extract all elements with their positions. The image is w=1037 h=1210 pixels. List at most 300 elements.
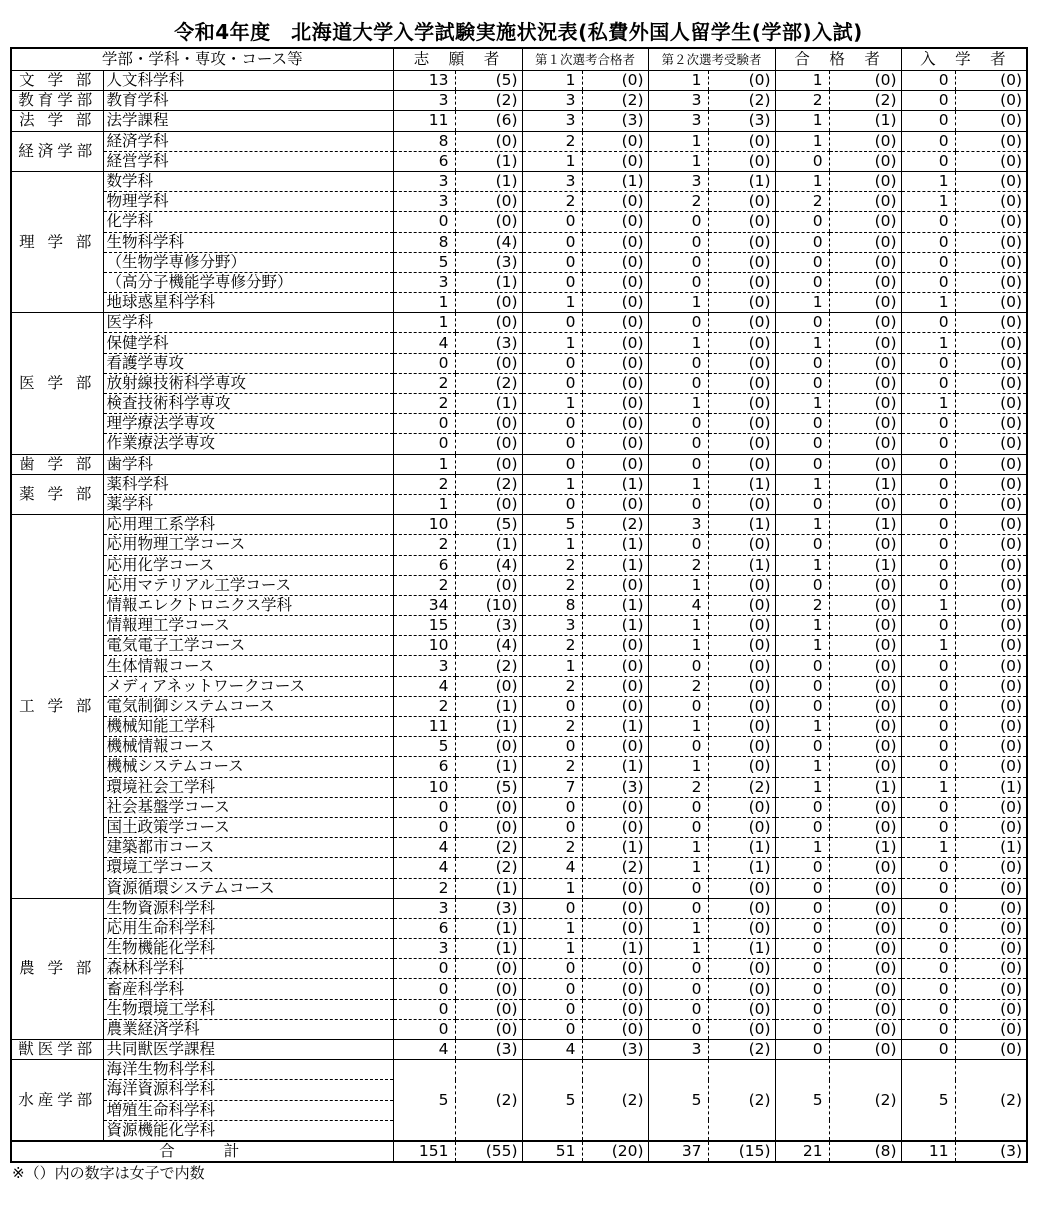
female-count-cell: (0): [708, 535, 775, 555]
table-row: [11, 313, 1027, 333]
count-cell: 0: [522, 353, 582, 373]
count-cell: 1: [648, 131, 708, 151]
count-cell: 1: [393, 494, 455, 514]
female-count-cell: (1): [455, 696, 522, 716]
female-count-cell: (4): [455, 636, 522, 656]
count-cell: 0: [522, 696, 582, 716]
header-enrolled: 入 学 者: [901, 48, 1027, 71]
count-cell: 2: [393, 394, 455, 414]
female-count-cell: (0): [455, 676, 522, 696]
count-cell: 8: [393, 232, 455, 252]
female-count-cell: (0): [708, 192, 775, 212]
count-cell: 10: [393, 777, 455, 797]
count-cell: 0: [901, 232, 955, 252]
count-cell: 0: [901, 757, 955, 777]
count-cell: 3: [393, 939, 455, 959]
dept-name: 環境工学コース: [103, 858, 393, 878]
dept-name: 放射線技術科学専攻: [103, 373, 393, 393]
count-cell: 0: [901, 959, 955, 979]
count-cell: 2: [393, 696, 455, 716]
dept-name: 社会基盤学コース: [103, 797, 393, 817]
female-count-cell: (0): [955, 373, 1027, 393]
count-cell: 5: [648, 1060, 708, 1141]
female-count-cell: (0): [955, 434, 1027, 454]
dept-name: 建築都市コース: [103, 838, 393, 858]
count-cell: 0: [393, 1019, 455, 1039]
female-count-cell: (0): [708, 313, 775, 333]
female-count-cell: (0): [955, 979, 1027, 999]
female-count-cell: (1): [455, 939, 522, 959]
header-passed: 合 格 者: [775, 48, 901, 71]
female-count-cell: (5): [455, 515, 522, 535]
female-count-cell: (0): [829, 575, 901, 595]
female-count-cell: (5): [455, 777, 522, 797]
count-cell: 5: [393, 252, 455, 272]
count-cell: 3: [393, 898, 455, 918]
count-cell: 1: [648, 616, 708, 636]
table-row: [11, 474, 1027, 494]
count-cell: 0: [393, 434, 455, 454]
female-count-cell: (0): [582, 212, 648, 232]
table-row: [11, 696, 1027, 716]
female-count-cell: (0): [829, 1040, 901, 1060]
female-count-cell: (0): [708, 737, 775, 757]
count-cell: 1: [901, 192, 955, 212]
female-count-cell: (1): [455, 535, 522, 555]
female-count-cell: (0): [708, 71, 775, 91]
count-cell: 3: [522, 91, 582, 111]
count-cell: 1: [522, 474, 582, 494]
female-count-cell: (6): [455, 111, 522, 131]
count-cell: 0: [901, 696, 955, 716]
female-count-cell: (0): [582, 131, 648, 151]
female-count-cell: (0): [455, 494, 522, 514]
count-cell: 0: [648, 434, 708, 454]
female-count-cell: (0): [955, 171, 1027, 191]
female-count-cell: (0): [955, 959, 1027, 979]
dept-name: 法学課程: [103, 111, 393, 131]
count-cell: 1: [393, 313, 455, 333]
count-cell: 0: [775, 232, 829, 252]
dept-name: 地球惑星科学科: [103, 293, 393, 313]
count-cell: 3: [648, 111, 708, 131]
faculty-name: 教育学部: [11, 91, 103, 111]
count-cell: 0: [648, 313, 708, 333]
female-count-cell: (0): [708, 717, 775, 737]
count-cell: 4: [393, 1040, 455, 1060]
count-cell: 0: [393, 414, 455, 434]
female-count-cell: (0): [955, 918, 1027, 938]
female-count-cell: (0): [829, 636, 901, 656]
female-count-cell: (0): [955, 494, 1027, 514]
female-count-cell: (0): [708, 575, 775, 595]
female-count-cell: (0): [829, 171, 901, 191]
female-count-cell: (4): [455, 555, 522, 575]
count-cell: 2: [775, 595, 829, 615]
dept-name: 物理学科: [103, 192, 393, 212]
count-cell: 1: [901, 636, 955, 656]
count-cell: 4: [522, 858, 582, 878]
count-cell: 2: [522, 555, 582, 575]
table-row: [11, 757, 1027, 777]
total-count-cell: 11: [901, 1141, 955, 1162]
female-count-cell: (0): [582, 394, 648, 414]
female-count-cell: (0): [455, 414, 522, 434]
count-cell: 0: [775, 999, 829, 1019]
female-count-cell: (1): [708, 171, 775, 191]
female-count-cell: (0): [582, 293, 648, 313]
dept-name: 保健学科: [103, 333, 393, 353]
footnote: ※（）内の数字は女子で内数: [12, 1164, 205, 1182]
count-cell: 0: [522, 979, 582, 999]
table-row: [11, 999, 1027, 1019]
female-count-cell: (0): [708, 272, 775, 292]
female-count-cell: (0): [955, 999, 1027, 1019]
female-count-cell: (1): [708, 474, 775, 494]
count-cell: 0: [901, 272, 955, 292]
count-cell: 0: [648, 252, 708, 272]
count-cell: 2: [522, 676, 582, 696]
female-count-cell: (0): [708, 333, 775, 353]
table-row: [11, 454, 1027, 474]
count-cell: 2: [522, 636, 582, 656]
count-cell: 0: [775, 434, 829, 454]
female-count-cell: (0): [955, 353, 1027, 373]
count-cell: 2: [393, 878, 455, 898]
count-cell: 1: [522, 656, 582, 676]
female-count-cell: (0): [708, 918, 775, 938]
female-count-cell: (1): [955, 777, 1027, 797]
female-count-cell: (0): [829, 212, 901, 232]
female-count-cell: (0): [582, 434, 648, 454]
female-count-cell: (3): [582, 777, 648, 797]
female-count-cell: (3): [582, 111, 648, 131]
faculty-name: 経済学部: [11, 131, 103, 171]
female-count-cell: (0): [955, 131, 1027, 151]
count-cell: 3: [522, 171, 582, 191]
count-cell: 0: [901, 575, 955, 595]
female-count-cell: (0): [955, 91, 1027, 111]
count-cell: 3: [393, 656, 455, 676]
female-count-cell: (1): [582, 939, 648, 959]
female-count-cell: (0): [582, 414, 648, 434]
female-count-cell: (0): [829, 757, 901, 777]
count-cell: 2: [393, 535, 455, 555]
female-count-cell: (1): [455, 171, 522, 191]
female-count-cell: (0): [829, 817, 901, 837]
table-row: [11, 414, 1027, 434]
female-count-cell: (0): [955, 555, 1027, 575]
dept-name: 応用生命科学科: [103, 918, 393, 938]
female-count-cell: (2): [455, 838, 522, 858]
dept-name: 国土政策学コース: [103, 817, 393, 837]
count-cell: 0: [775, 898, 829, 918]
female-count-cell: (0): [829, 252, 901, 272]
dept-name: 人文科学科: [103, 71, 393, 91]
total-count-cell: 151: [393, 1141, 455, 1162]
female-count-cell: (0): [708, 616, 775, 636]
table-row: [11, 535, 1027, 555]
count-cell: 4: [522, 1040, 582, 1060]
faculty-name: 農 学 部: [11, 898, 103, 1039]
table-row: [11, 959, 1027, 979]
count-cell: 0: [648, 454, 708, 474]
count-cell: 0: [648, 272, 708, 292]
count-cell: 1: [648, 858, 708, 878]
count-cell: 0: [901, 252, 955, 272]
dept-name: 理学療法学専攻: [103, 414, 393, 434]
count-cell: 1: [901, 171, 955, 191]
count-cell: 0: [901, 717, 955, 737]
count-cell: 7: [522, 777, 582, 797]
count-cell: 0: [901, 313, 955, 333]
female-count-cell: (0): [955, 858, 1027, 878]
female-count-cell: (0): [708, 151, 775, 171]
count-cell: 0: [648, 373, 708, 393]
count-cell: 5: [522, 515, 582, 535]
dept-name: 生体情報コース: [103, 656, 393, 676]
count-cell: 1: [522, 333, 582, 353]
count-cell: 6: [393, 757, 455, 777]
table-row: [11, 838, 1027, 858]
count-cell: 4: [393, 333, 455, 353]
count-cell: 0: [775, 858, 829, 878]
count-cell: 0: [522, 232, 582, 252]
female-count-cell: (0): [955, 454, 1027, 474]
table-row: [11, 656, 1027, 676]
female-count-cell: (5): [455, 71, 522, 91]
count-cell: 1: [648, 474, 708, 494]
female-count-cell: (0): [455, 797, 522, 817]
count-cell: 0: [775, 979, 829, 999]
female-count-cell: (0): [582, 272, 648, 292]
total-female-cell: (8): [829, 1141, 901, 1162]
count-cell: 0: [522, 272, 582, 292]
count-cell: 0: [775, 959, 829, 979]
table-row: [11, 353, 1027, 373]
female-count-cell: (0): [955, 636, 1027, 656]
count-cell: 2: [775, 91, 829, 111]
female-count-cell: (0): [955, 575, 1027, 595]
table-row: [11, 636, 1027, 656]
dept-name: メディアネットワークコース: [103, 676, 393, 696]
count-cell: 5: [522, 1060, 582, 1141]
count-cell: 1: [775, 171, 829, 191]
female-count-cell: (0): [455, 737, 522, 757]
count-cell: 0: [775, 939, 829, 959]
count-cell: 2: [393, 575, 455, 595]
count-cell: 0: [648, 898, 708, 918]
count-cell: 3: [648, 91, 708, 111]
count-cell: 2: [522, 757, 582, 777]
count-cell: 0: [775, 656, 829, 676]
female-count-cell: (0): [708, 979, 775, 999]
female-count-cell: (0): [455, 1019, 522, 1039]
female-count-cell: (0): [582, 676, 648, 696]
count-cell: 0: [901, 979, 955, 999]
table-row: [11, 232, 1027, 252]
female-count-cell: (1): [708, 858, 775, 878]
female-count-cell: (0): [708, 252, 775, 272]
count-cell: 0: [648, 1019, 708, 1039]
table-row: [11, 777, 1027, 797]
female-count-cell: (0): [829, 232, 901, 252]
female-count-cell: (2): [582, 858, 648, 878]
count-cell: 1: [648, 394, 708, 414]
female-count-cell: (0): [708, 656, 775, 676]
count-cell: 4: [648, 595, 708, 615]
female-count-cell: (0): [582, 737, 648, 757]
count-cell: 0: [393, 353, 455, 373]
count-cell: 0: [901, 555, 955, 575]
count-cell: 0: [775, 313, 829, 333]
female-count-cell: (2): [829, 91, 901, 111]
female-count-cell: (1): [455, 151, 522, 171]
female-count-cell: (0): [955, 676, 1027, 696]
female-count-cell: (1): [455, 394, 522, 414]
female-count-cell: (0): [582, 151, 648, 171]
count-cell: 2: [648, 555, 708, 575]
count-cell: 1: [775, 838, 829, 858]
female-count-cell: (0): [829, 676, 901, 696]
female-count-cell: (0): [829, 373, 901, 393]
female-count-cell: (0): [708, 959, 775, 979]
female-count-cell: (0): [455, 979, 522, 999]
count-cell: 2: [522, 838, 582, 858]
dept-name: 資源循環システムコース: [103, 878, 393, 898]
female-count-cell: (1): [582, 616, 648, 636]
count-cell: 15: [393, 616, 455, 636]
table-row: [11, 979, 1027, 999]
count-cell: 0: [775, 252, 829, 272]
count-cell: 0: [522, 252, 582, 272]
count-cell: 0: [522, 817, 582, 837]
female-count-cell: (0): [582, 959, 648, 979]
total-count-cell: 37: [648, 1141, 708, 1162]
female-count-cell: (0): [708, 757, 775, 777]
count-cell: 0: [901, 999, 955, 1019]
female-count-cell: (0): [829, 454, 901, 474]
female-count-cell: (0): [829, 414, 901, 434]
count-cell: 0: [648, 737, 708, 757]
table-row: [11, 898, 1027, 918]
female-count-cell: (1): [582, 535, 648, 555]
count-cell: 1: [648, 575, 708, 595]
count-cell: 1: [648, 838, 708, 858]
count-cell: 0: [648, 999, 708, 1019]
table-header: [11, 48, 1027, 71]
female-count-cell: (2): [829, 1060, 901, 1141]
female-count-cell: (0): [955, 192, 1027, 212]
count-cell: 8: [393, 131, 455, 151]
dept-name: 生物機能化学科: [103, 939, 393, 959]
count-cell: 2: [648, 777, 708, 797]
count-cell: 2: [393, 373, 455, 393]
female-count-cell: (0): [455, 454, 522, 474]
female-count-cell: (0): [455, 434, 522, 454]
female-count-cell: (0): [829, 192, 901, 212]
count-cell: 0: [393, 979, 455, 999]
table-row: [11, 858, 1027, 878]
female-count-cell: (0): [955, 151, 1027, 171]
count-cell: 1: [393, 293, 455, 313]
table-row: [11, 515, 1027, 535]
count-cell: 4: [393, 858, 455, 878]
female-count-cell: (0): [455, 999, 522, 1019]
faculty-name: 文 学 部: [11, 71, 103, 91]
count-cell: 0: [775, 373, 829, 393]
female-count-cell: (0): [955, 71, 1027, 91]
female-count-cell: (0): [582, 636, 648, 656]
dept-name: 増殖生命科学科: [103, 1100, 393, 1120]
female-count-cell: (0): [708, 434, 775, 454]
female-count-cell: (3): [455, 252, 522, 272]
female-count-cell: (1): [829, 838, 901, 858]
count-cell: 0: [901, 676, 955, 696]
faculty-name: 薬 学 部: [11, 474, 103, 514]
female-count-cell: (0): [829, 434, 901, 454]
header-stage2: 第２次選考受験者: [648, 48, 775, 71]
count-cell: 2: [775, 192, 829, 212]
count-cell: 1: [648, 757, 708, 777]
female-count-cell: (0): [829, 797, 901, 817]
female-count-cell: (2): [455, 474, 522, 494]
count-cell: 0: [775, 414, 829, 434]
count-cell: 0: [901, 454, 955, 474]
count-cell: 3: [648, 515, 708, 535]
header-dept: 学部・学科・専攻・コース等: [11, 48, 393, 71]
female-count-cell: (0): [708, 878, 775, 898]
female-count-cell: (0): [955, 252, 1027, 272]
count-cell: 1: [648, 71, 708, 91]
count-cell: 0: [648, 959, 708, 979]
count-cell: 0: [393, 959, 455, 979]
count-cell: 0: [522, 313, 582, 333]
table-row: [11, 797, 1027, 817]
dept-name: 電気制御システムコース: [103, 696, 393, 716]
female-count-cell: (0): [955, 757, 1027, 777]
table-row: [11, 918, 1027, 938]
female-count-cell: (0): [455, 192, 522, 212]
count-cell: 0: [648, 696, 708, 716]
count-cell: 0: [901, 434, 955, 454]
dept-name: 看護学専攻: [103, 353, 393, 373]
count-cell: 1: [522, 878, 582, 898]
female-count-cell: (0): [829, 353, 901, 373]
count-cell: 0: [522, 999, 582, 1019]
count-cell: 13: [393, 71, 455, 91]
count-cell: 0: [648, 212, 708, 232]
count-cell: 1: [775, 515, 829, 535]
count-cell: 1: [393, 454, 455, 474]
table-row: [11, 192, 1027, 212]
table-row: [11, 91, 1027, 111]
table-row: [11, 171, 1027, 191]
count-cell: 0: [901, 939, 955, 959]
female-count-cell: (0): [582, 373, 648, 393]
female-count-cell: (0): [455, 212, 522, 232]
dept-name: 機械システムコース: [103, 757, 393, 777]
count-cell: 5: [775, 1060, 829, 1141]
count-cell: 1: [775, 717, 829, 737]
female-count-cell: (2): [708, 1060, 775, 1141]
female-count-cell: (3): [455, 616, 522, 636]
female-count-cell: (0): [582, 979, 648, 999]
count-cell: 1: [648, 939, 708, 959]
table-row: [11, 939, 1027, 959]
female-count-cell: (0): [582, 797, 648, 817]
table-row: [11, 717, 1027, 737]
